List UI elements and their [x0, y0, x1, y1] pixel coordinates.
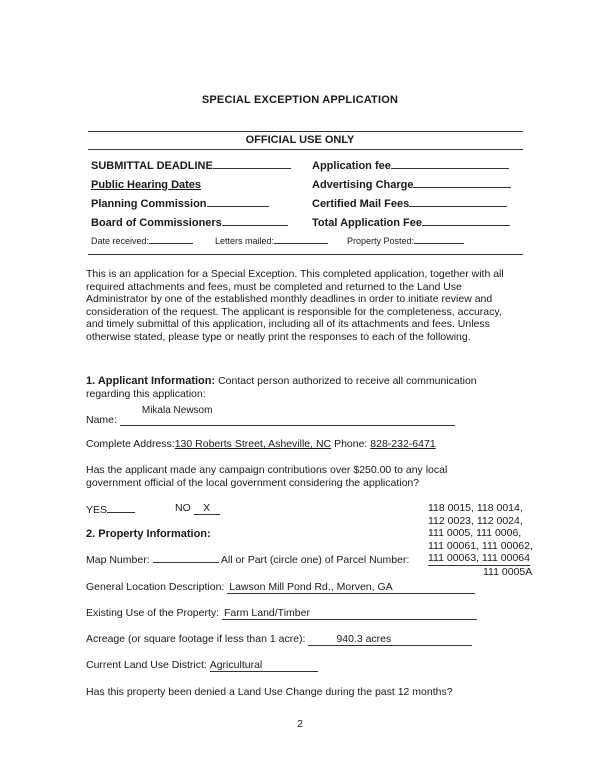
certified-mail-fees-row [312, 194, 507, 212]
applicant-info-title: 1. Applicant Information: [86, 375, 216, 387]
no-field[interactable] [194, 502, 220, 515]
parcel-line: 111 0005, 111 0006, [428, 527, 522, 539]
location-field[interactable] [227, 581, 475, 594]
total-application-fee-field[interactable] [422, 215, 510, 226]
map-number-label: Map Number: [86, 554, 150, 566]
date-received-row [91, 233, 193, 246]
name-field[interactable] [120, 405, 455, 426]
parcel-number-list [428, 502, 533, 578]
map-number-field[interactable] [153, 552, 219, 563]
land-use-district-field[interactable] [210, 659, 318, 672]
board-commissioners-field[interactable] [222, 215, 288, 226]
address-value[interactable]: 130 Roberts Street, Asheville, NC [174, 438, 332, 450]
land-use-district-label: Current Land Use District: [86, 659, 207, 671]
property-info-heading: 2. Property Information: [86, 528, 211, 540]
advertising-charge-field[interactable] [413, 177, 511, 188]
yes-field[interactable] [107, 502, 135, 513]
submittal-deadline-field[interactable] [213, 158, 291, 169]
phone-label: Phone: [334, 438, 368, 450]
existing-use-label: Existing Use of the Property: [86, 607, 220, 619]
yes-option [86, 502, 135, 516]
no-label: NO [175, 502, 191, 514]
total-application-fee-row [312, 213, 510, 231]
acreage-value: 940.3 acres [336, 633, 392, 645]
applicant-info-desc: Contact person authorized to receive all communication [218, 375, 477, 387]
no-value: X [203, 502, 211, 514]
address-label: Complete Address: [86, 438, 175, 450]
certified-mail-fees-label: Certified Mail Fees [312, 198, 410, 210]
location-label: General Location Description: [86, 581, 225, 593]
name-row [86, 405, 455, 426]
date-received-field[interactable] [149, 233, 193, 244]
parcel-line: 111 00061, 111 00062, [428, 539, 533, 552]
application-fee-field[interactable] [391, 158, 509, 169]
planning-commission-row [91, 194, 269, 212]
page-number: 2 [297, 718, 303, 730]
parcel-line: 112 0023, 112 0024, [428, 514, 523, 527]
property-posted-label: Property Posted: [347, 236, 415, 246]
acreage-label: Acreage (or square footage if less than 1 acre): [86, 633, 306, 645]
name-value: Mikala Newsom [141, 405, 213, 416]
denied-question: Has this property been denied a Land Use Change during the past 12 months? [86, 686, 453, 698]
board-commissioners-label: Board of Commissioners [91, 217, 222, 229]
public-hearing-row [91, 175, 201, 193]
land-use-district-value: Agricultural [209, 659, 263, 671]
board-commissioners-row [91, 213, 288, 231]
application-fee-label: Application fee [312, 160, 391, 172]
property-posted-field[interactable] [414, 233, 464, 244]
parcel-line[interactable]: 111 00063, 111 00064 [428, 552, 530, 564]
intro-paragraph: This is an application for a Special Exception. This completed application, together with all required attachments and fees, must be completed and returned to the Land Use Administrator by one of the established monthly deadlines in order to initiate review and consideration of the request. The applicant is responsible for the completeness, accuracy, and timely submittal of this application, including all of its attachments and fees. Unless otherwise stated, please type or neatly print the responses to each of the following. [86, 268, 504, 343]
divider-top [88, 131, 523, 132]
yes-label: YES [86, 504, 108, 516]
planning-commission-label: Planning Commission [91, 198, 207, 210]
divider-bottom [88, 254, 523, 255]
planning-commission-field[interactable] [207, 196, 269, 207]
no-option [175, 502, 220, 515]
address-row [86, 438, 436, 450]
official-use-header: OFFICIAL USE ONLY [245, 134, 355, 146]
application-fee-row [312, 156, 509, 174]
submittal-deadline-row [91, 156, 291, 174]
divider-official [88, 149, 523, 150]
existing-use-value: Farm Land/Timber [223, 607, 310, 619]
advertising-charge-row [312, 175, 511, 193]
existing-use-field[interactable] [222, 607, 477, 620]
map-number-row [86, 552, 409, 566]
name-label: Name: [86, 414, 117, 426]
date-received-label: Date received: [91, 236, 150, 246]
location-value: Lawson Mill Pond Rd., Morven, GA [229, 581, 393, 593]
submittal-deadline-label: SUBMITTAL DEADLINE [91, 160, 213, 172]
land-use-district-row [86, 659, 318, 672]
existing-use-row [86, 607, 477, 620]
parcel-line: 111 0005A [483, 565, 533, 578]
letters-mailed-field[interactable] [274, 233, 328, 244]
campaign-question-line2: government official of the local government considering the application? [86, 477, 420, 489]
document-title: SPECIAL EXCEPTION APPLICATION [201, 94, 399, 106]
total-application-fee-label: Total Application Fee [312, 217, 423, 229]
parcel-number-label: All or Part (circle one) of Parcel Number: [220, 554, 410, 566]
certified-mail-fees-field[interactable] [409, 196, 507, 207]
public-hearing-dates-label: Public Hearing Dates [91, 179, 202, 191]
acreage-field[interactable] [308, 633, 472, 646]
phone-value[interactable]: 828-232-6471 [370, 438, 436, 450]
location-row [86, 581, 475, 594]
letters-mailed-row [215, 233, 328, 246]
advertising-charge-label: Advertising Charge [312, 179, 414, 191]
applicant-info-desc-line2: regarding this application: [86, 388, 206, 400]
letters-mailed-label: Letters mailed: [215, 236, 275, 246]
parcel-line: 118 0015, 118 0014, [428, 502, 523, 514]
acreage-row [86, 633, 472, 646]
applicant-info-heading [86, 375, 477, 387]
property-posted-row [347, 233, 464, 246]
campaign-question-line1: Has the applicant made any campaign contributions over $250.00 to any local [86, 464, 448, 476]
